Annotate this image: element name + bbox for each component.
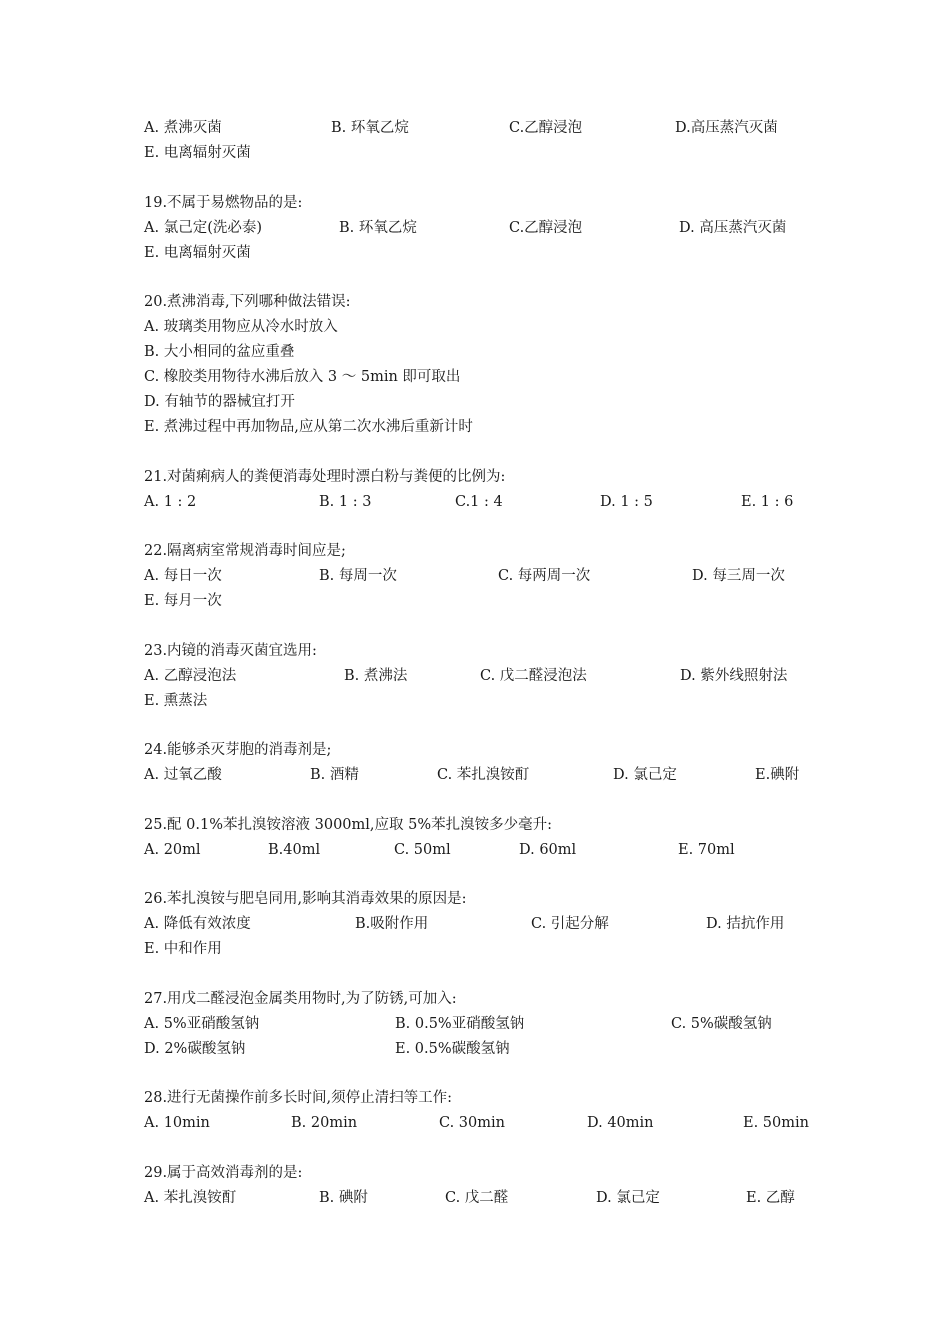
answer-option: E. 中和作用 [144,941,222,957]
answer-option: E. 50min [743,1115,809,1131]
option-row [144,763,806,788]
question-text: 20.煮沸消毒,下列哪种做法错误: [144,294,351,310]
answer-option: D. 高压蒸汽灭菌 [679,219,787,236]
question-stem [144,1161,806,1186]
option-row [144,415,806,440]
option-row [144,241,806,266]
question-text: 27.用戊二醛浸泡金属类用物时,为了防锈,可加入: [144,990,457,1007]
question-text: 26.苯扎溴铵与肥皂同用,影响其消毒效果的原因是: [144,891,467,907]
answer-option: B. 酒精 [310,767,359,783]
answer-option: E. 1 : 6 [741,493,794,510]
answer-option: A. 20ml [144,841,201,858]
option-row [144,365,806,390]
question-stem [144,539,806,564]
option-row [144,490,806,515]
question-stem [144,1086,806,1111]
answer-option: E. 每月一次 [144,593,222,609]
question-text: 25.配 0.1%苯扎溴铵溶液 3000ml,应取 5%苯扎溴铵多少毫升: [144,816,553,833]
question-block [144,639,806,714]
answer-option: E. 0.5%碳酸氢钠 [395,1040,510,1057]
option-row [144,1037,806,1062]
option-row [144,216,806,241]
question-block [144,1161,806,1211]
answer-option: B. 每周一次 [319,568,397,584]
answer-option: A. 每日一次 [144,568,222,584]
answer-option: C. 引起分解 [531,916,609,932]
answer-option: D. 1 : 5 [600,493,653,510]
answer-option: D. 氯己定 [613,767,677,783]
question-stem [144,738,806,763]
answer-option: B.40ml [268,841,321,858]
answer-option: E. 煮沸过程中再加物品,应从第二次水沸后重新计时 [144,419,473,435]
question-stem [144,465,806,490]
answer-option: A. 苯扎溴铵酊 [144,1189,237,1206]
answer-option: D. 紫外线照射法 [680,667,788,684]
answer-option: D. 每三周一次 [692,568,785,584]
answer-option: A. 降低有效浓度 [144,916,251,932]
question-gap [144,1062,806,1087]
option-row [144,1012,806,1037]
answer-option: C.乙醇浸泡 [509,120,583,136]
answer-option: C.1 : 4 [455,493,503,510]
answer-option: A. 乙醇浸泡法 [144,667,237,684]
question-text: 29.属于高效消毒剂的是: [144,1164,303,1181]
question-block [144,1086,809,1136]
answer-option: A. 过氧乙酸 [144,767,222,783]
option-row [144,664,806,689]
answer-option: C. 戊二醛 [445,1189,509,1206]
question-block [144,191,806,266]
answer-option: C. 每两周一次 [498,568,591,584]
option-row [144,937,806,962]
answer-option: A. 1 : 2 [144,493,197,510]
question-gap [144,962,806,987]
question-gap [144,515,806,540]
answer-option: E.碘附 [755,767,800,783]
question-block [144,465,806,515]
answer-option: D.高压蒸汽灭菌 [675,120,778,136]
question-text: 28.进行无菌操作前多长时间,须停止清扫等工作: [144,1090,453,1106]
answer-option: C. 50ml [394,841,451,858]
option-row [144,689,806,714]
exam-page [144,116,809,1211]
question-block [144,813,806,863]
option-row [144,340,806,365]
question-gap [144,614,806,639]
question-block [144,116,806,166]
answer-option: E. 电离辐射灭菌 [144,244,251,261]
question-block [144,887,806,962]
option-row [144,315,806,340]
answer-option: C. 苯扎溴铵酊 [437,767,530,783]
question-gap [144,863,806,888]
answer-option: C. 5%碳酸氢钠 [671,1015,772,1032]
option-row [144,116,806,141]
option-row [144,141,806,166]
question-gap [144,714,806,739]
answer-option: A. 氯己定(洗必泰) [144,219,263,236]
option-row [144,589,806,614]
answer-option: A. 煮沸灭菌 [144,120,222,136]
question-gap [144,788,806,813]
question-text: 23.内镜的消毒灭菌宜选用: [144,642,317,659]
answer-option: D. 60ml [519,841,577,858]
question-stem [144,290,806,315]
answer-option: E. 熏蒸法 [144,692,208,709]
answer-option: C. 30min [439,1115,505,1131]
answer-option: D. 拮抗作用 [706,916,785,932]
answer-option: D. 40min [587,1115,654,1131]
question-text: 24.能够杀灭芽胞的消毒剂是; [144,742,332,758]
answer-option: D. 2%碳酸氢钠 [144,1040,246,1057]
question-gap [144,166,806,191]
answer-option: E. 乙醇 [746,1189,795,1206]
answer-option: C. 橡胶类用物待水沸后放入 3 ～ 5min 即可取出 [144,369,461,385]
option-row [144,390,806,415]
answer-option: B. 0.5%亚硝酸氢钠 [395,1015,525,1032]
option-row [144,1111,809,1136]
question-stem [144,887,806,912]
question-stem [144,191,806,216]
answer-option: D. 有轴节的器械宜打开 [144,394,295,410]
question-stem [144,639,806,664]
question-block [144,539,806,614]
option-row [144,564,806,589]
answer-option: B. 20min [291,1115,358,1131]
answer-option: B. 环氧乙烷 [331,120,409,136]
question-stem [144,813,806,838]
answer-option: A. 10min [144,1115,210,1131]
question-text: 22.隔离病室常规消毒时间应是; [144,543,346,559]
question-text: 19.不属于易燃物品的是: [144,194,303,211]
answer-option: B.吸附作用 [355,916,429,932]
option-row [144,838,806,863]
answer-option: B. 1 : 3 [319,493,372,510]
answer-option: B. 煮沸法 [344,667,408,684]
answer-option: B. 碘附 [319,1189,368,1206]
option-row [144,912,806,937]
question-block [144,290,806,440]
question-stem [144,987,806,1012]
question-gap [144,1136,806,1161]
question-gap [144,266,806,291]
answer-option: B. 环氧乙烷 [339,219,417,236]
answer-option: E. 电离辐射灭菌 [144,145,251,161]
question-block [144,738,806,788]
answer-option: D. 氯己定 [596,1189,660,1206]
answer-option: A. 5%亚硝酸氢钠 [144,1015,260,1032]
answer-option: E. 70ml [678,841,735,858]
answer-option: C. 戊二醛浸泡法 [480,667,587,684]
answer-option: C.乙醇浸泡 [509,219,583,236]
question-block [144,987,806,1062]
question-gap [144,440,806,465]
answer-option: B. 大小相同的盆应重叠 [144,344,295,360]
option-row [144,1186,806,1211]
answer-option: A. 玻璃类用物应从冷水时放入 [144,319,338,335]
question-text: 21.对菌痢病人的粪便消毒处理时漂白粉与粪便的比例为: [144,468,506,485]
